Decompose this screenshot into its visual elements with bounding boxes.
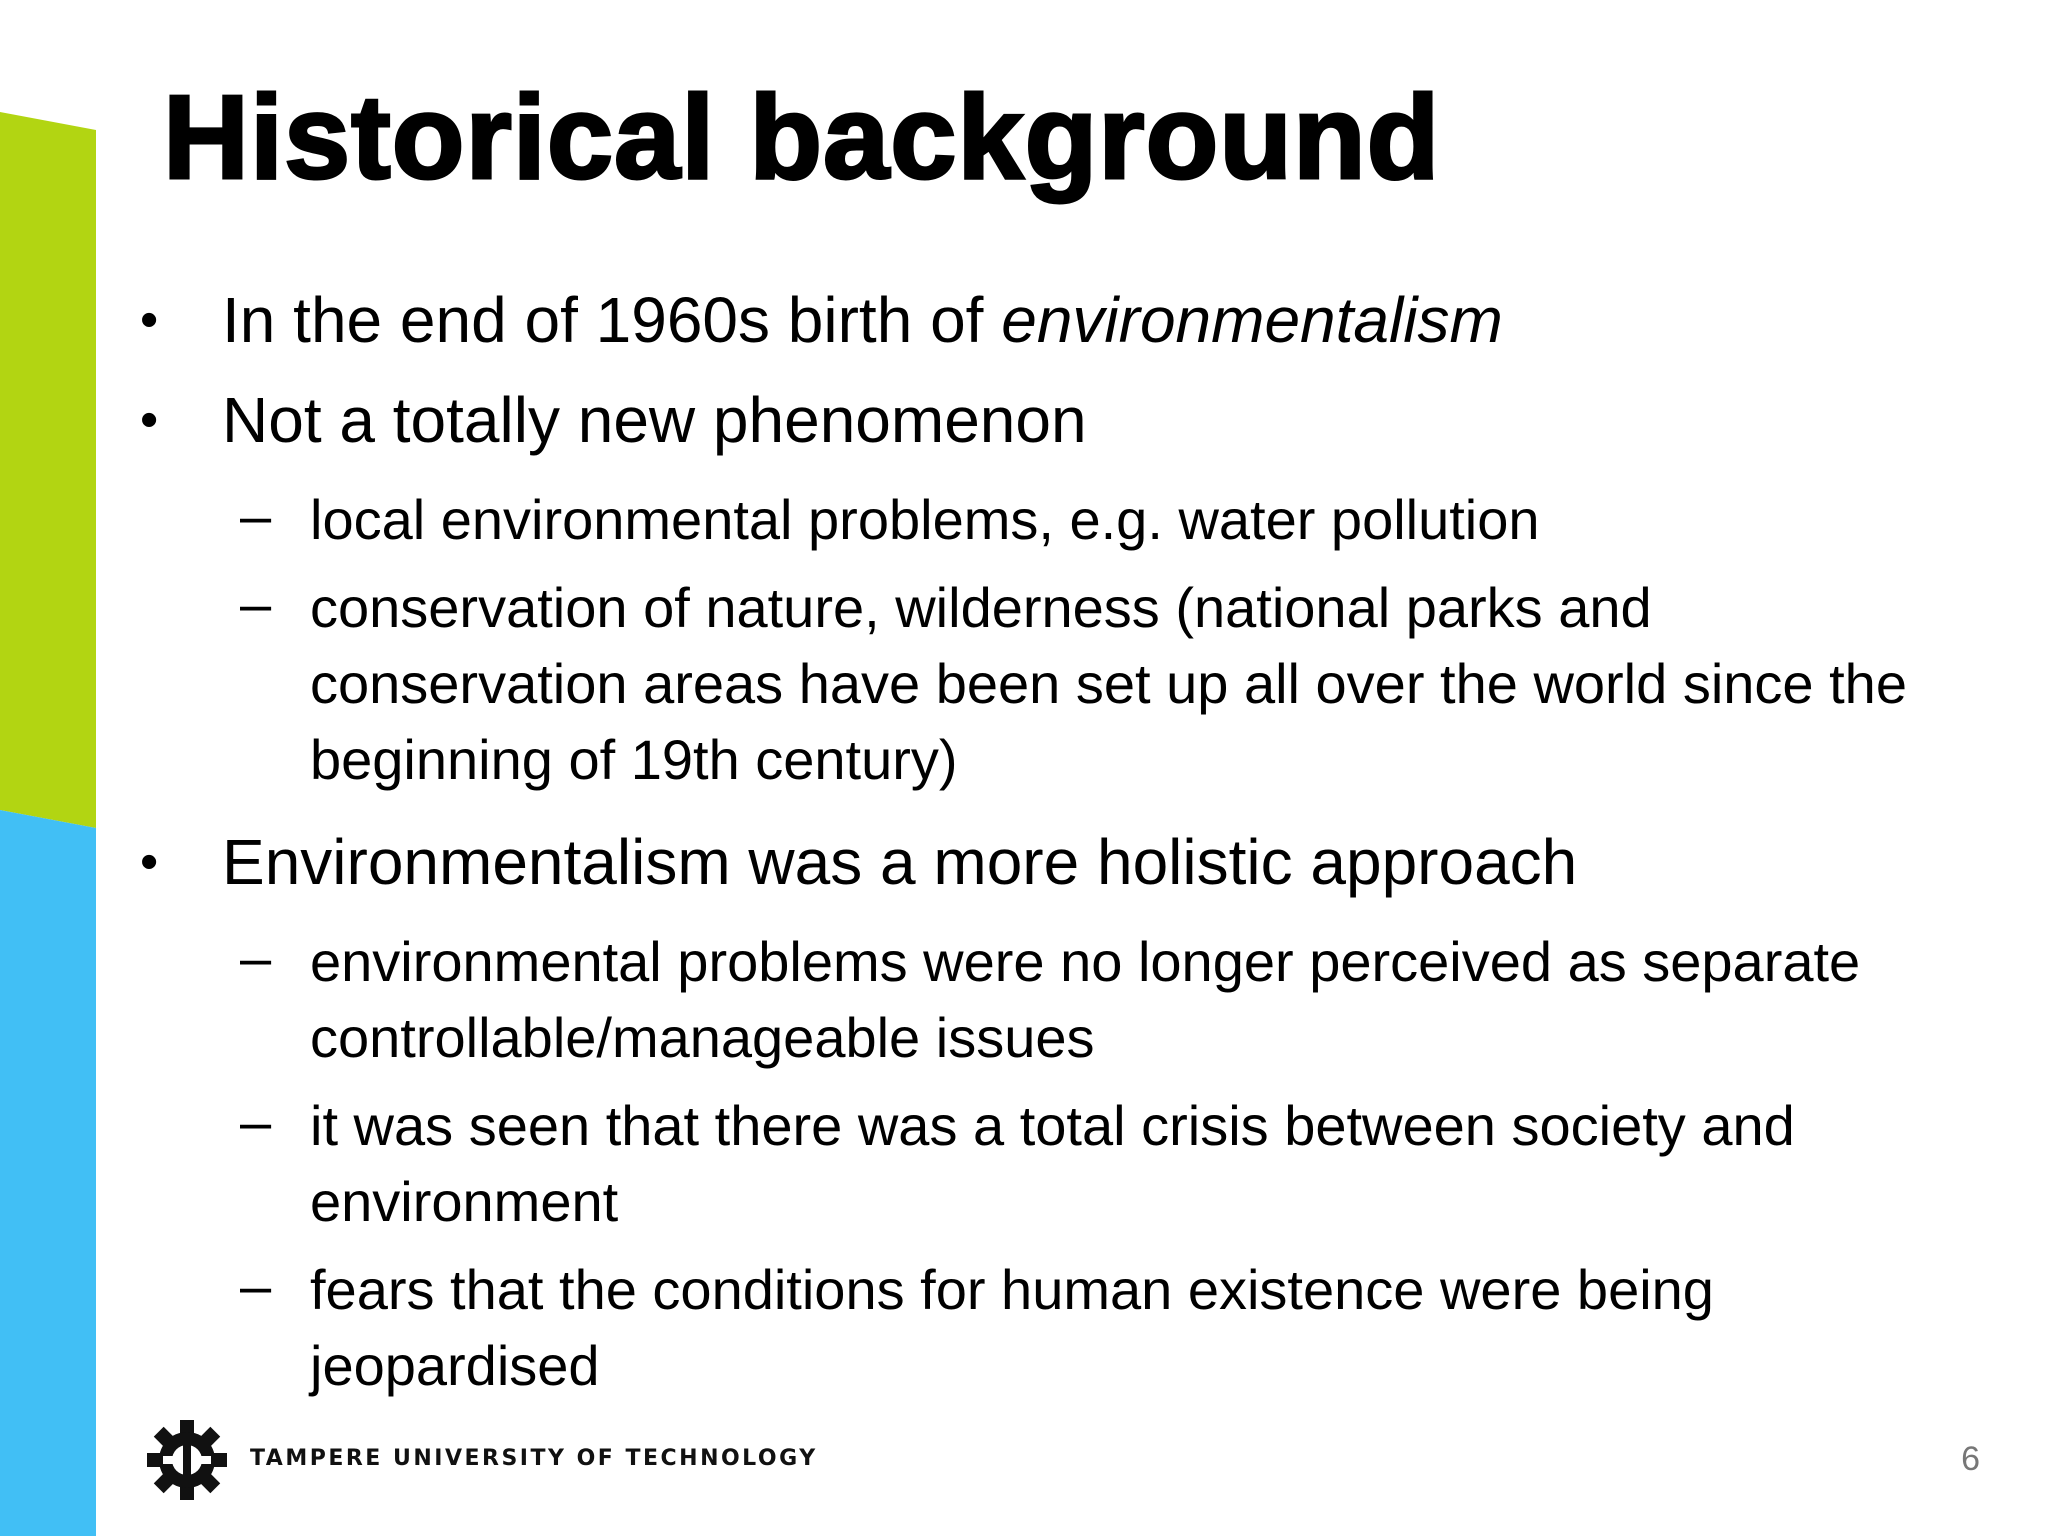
bullet-marker: • [140, 833, 159, 891]
sub-bullet-item [140, 570, 1970, 798]
dash-marker: – [240, 1090, 272, 1153]
sub-bullet-item [140, 482, 1970, 558]
page-number: 6 [1961, 1440, 1980, 1478]
bullet-text: In the end of 1960s birth of [222, 284, 1002, 356]
bullet-marker: • [140, 391, 159, 449]
dash-marker: – [240, 572, 272, 635]
sub-bullet-text: local environmental problems, e.g. water pollution [310, 488, 1540, 551]
green-stripe [0, 112, 96, 828]
bullet-item [140, 270, 1970, 370]
bullet-emphasis: environmentalism [1001, 284, 1503, 356]
sub-bullet-text: it was seen that there was a total crisis between society and environment [310, 1094, 1795, 1233]
sub-bullet-text: fears that the conditions for human existence were being jeopardised [310, 1258, 1714, 1397]
blue-stripe [0, 810, 96, 1536]
gear-icon [145, 1418, 229, 1502]
sub-bullet-text: environmental problems were no longer perceived as separate controllable/manageable issues [310, 930, 1861, 1069]
dash-marker: – [240, 926, 272, 989]
bullet-item [140, 370, 1970, 470]
slide-title: Historical background [163, 71, 1441, 204]
sub-bullet-text: conservation of nature, wilderness (national parks and conservation areas have been set up all over the world since the beginning of 19th century) [310, 576, 1907, 791]
sub-bullet-item [140, 924, 1970, 1076]
bullet-text: Not a totally new phenomenon [222, 384, 1087, 456]
sub-bullet-item [140, 1088, 1970, 1240]
bullet-list [140, 270, 1970, 1404]
bullet-item [140, 812, 1970, 912]
dash-marker: – [240, 1254, 272, 1317]
bullet-marker: • [140, 291, 159, 349]
sub-bullet-item [140, 1252, 1970, 1404]
dash-marker: – [240, 484, 272, 547]
university-name: TAMPERE UNIVERSITY OF TECHNOLOGY [250, 1446, 818, 1471]
bullet-text: Environmentalism was a more holistic approach [222, 826, 1578, 898]
side-color-stripe [0, 0, 96, 1536]
